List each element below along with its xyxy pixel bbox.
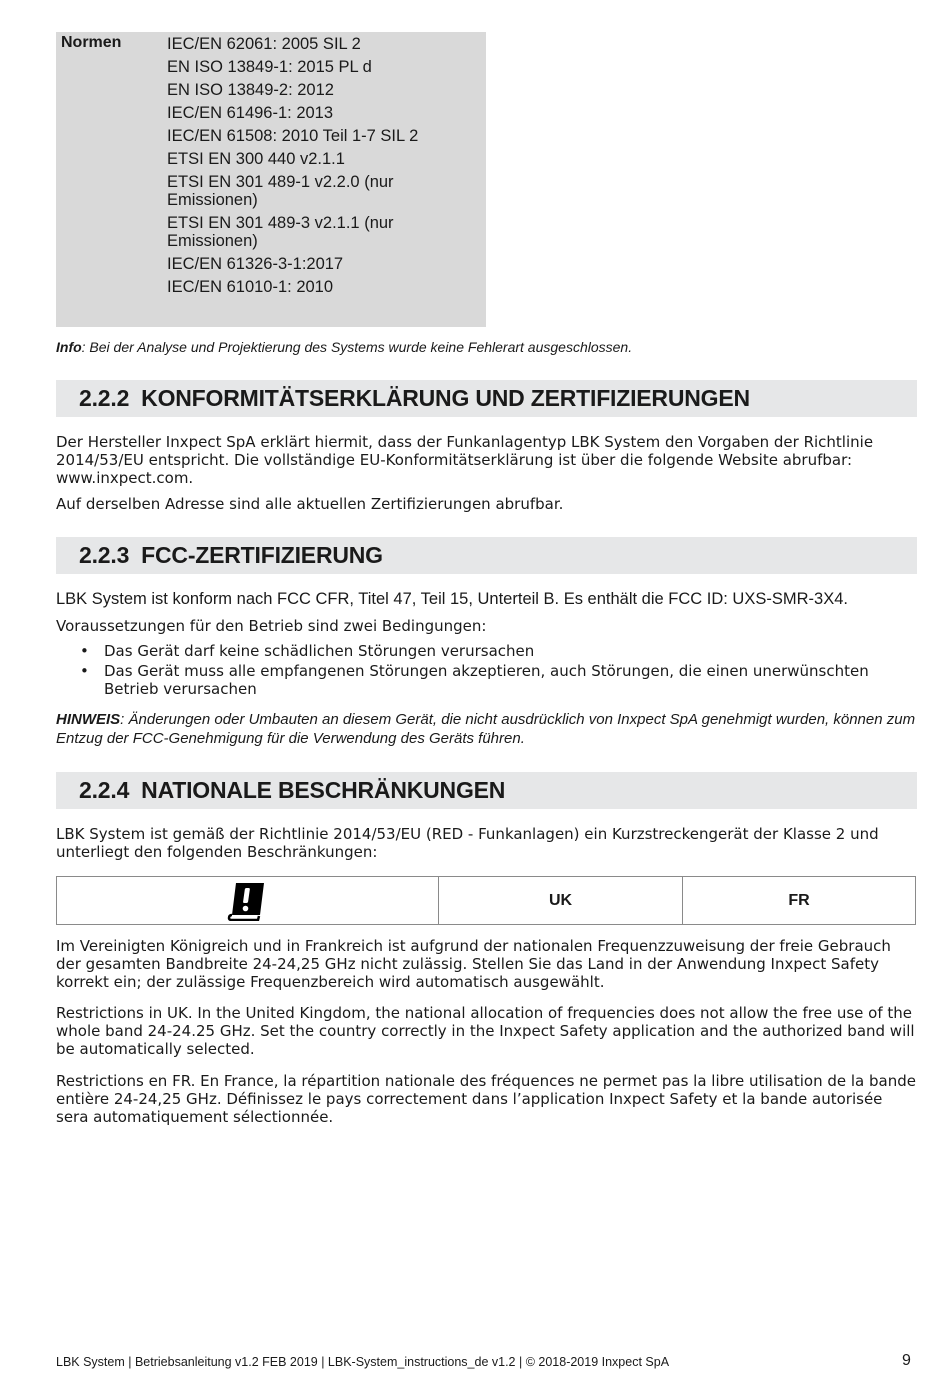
footer-text: LBK System | Betriebsanleitung v1.2 FEB 2019 | LBK-System_instructions_de v1.2 | © 2018-2019 Inxpect SpA [56,1355,670,1369]
norm-item: ETSI EN 301 489-3 v2.1.1 (nur Emissionen) [167,214,394,250]
section-heading-2-2-2 [56,380,917,417]
page-number: 9 [902,1352,911,1369]
paragraph: Restrictions en FR. En France, la répartition nationale des fréquences ne permet pas la libre utilisation de la bande entière 24-24,25 GHz. Définissez le pays correctement dans l’application Inxpect Safety et la bande autorisée sera automatiquement sélectionnée. [56,1072,916,1126]
section-number: 2.2.4 [79,777,130,803]
section-number: 2.2.3 [79,542,130,568]
norm-item: IEC/EN 62061: 2005 SIL 2 [167,35,361,53]
paragraph: Voraussetzungen für den Betrieb sind zwei Bedingungen: [56,617,487,635]
section-title: FCC-ZERTIFIZIERUNG [141,542,383,568]
paragraph: Auf derselben Adresse sind alle aktuellen Zertifizierungen abrufbar. [56,495,564,513]
table-cell-fr: FR [682,877,915,924]
norm-item: EN ISO 13849-1: 2015 PL d [167,58,372,76]
norms-table [56,32,486,327]
paragraph: LBK System ist konform nach FCC CFR, Titel 47, Teil 15, Unterteil B. Es enthält die FCC ID: UXS-SMR-3X4. [56,590,848,608]
norm-item: ETSI EN 301 489-1 v2.2.0 (nur Emissionen) [167,173,394,209]
list-item: • Das Gerät muss alle empfangenen Störungen akzeptieren, auch Störungen, die einen unerwünschten Betrieb verursachen [80,662,918,698]
section-title: NATIONALE BESCHRÄNKUNGEN [141,777,506,803]
list-item: • Das Gerät darf keine schädlichen Störungen verursachen [80,642,918,660]
bullet-list [80,642,918,700]
norm-item: EN ISO 13849-2: 2012 [167,81,334,99]
section-heading-2-2-3 [56,537,917,574]
restrictions-table [56,876,916,925]
paragraph: Der Hersteller Inxpect SpA erklärt hiermit, dass der Funkanlagentyp LBK System den Vorgaben der Richtlinie 2014/53/EU entspricht. Die vollständige EU-Konformitätserklärung ist über die folgende Website abrufbar: www.inxpect.com. [56,433,874,487]
paragraph: Restrictions in UK. In the United Kingdom, the national allocation of frequencies does not allow the free use of the whole band 24-24.25 GHz. Set the country correctly in the Inxpect Safety application and the authorized band will be automatically selected. [56,1004,915,1058]
norm-item: IEC/EN 61010-1: 2010 [167,278,334,296]
note-label: HINWEIS [56,711,121,728]
norm-item: IEC/EN 61496-1: 2013 [167,104,334,122]
norm-item: ETSI EN 300 440 v2.1.1 [167,150,345,168]
info-note [56,339,632,355]
norm-item: IEC/EN 61508: 2010 Teil 1-7 SIL 2 [167,127,419,145]
table-cell-uk: UK [438,877,682,924]
note-text: : Änderungen oder Umbauten an diesem Gerät, die nicht ausdrücklich von Inxpect SpA genehmigt wurden, können zum Entzug der FCC-Genehmigung für die Verwendung des Geräts führen. [56,711,916,747]
section-number: 2.2.2 [79,385,130,411]
section-heading-2-2-4 [56,772,917,809]
norm-item: IEC/EN 61326-3-1:2017 [167,255,344,273]
paragraph: Im Vereinigten Königreich und in Frankreich ist aufgrund der nationalen Frequenzzuweisung der freie Gebrauch der gesamten Bandbreite 24-24,25 GHz nicht zulässig. Stellen Sie das Land in der Anwendung Inxpect Safety korrekt ein; der zulässige Frequenzbereich wird automatisch ausgewählt. [56,937,891,991]
paragraph: LBK System ist gemäß der Richtlinie 2014/53/EU (RED - Funkanlagen) ein Kurzstreckengerät der Klasse 2 und unterliegt den folgenden Beschränkungen: [56,825,879,861]
norms-label: Normen [61,34,122,51]
info-label: Info [56,339,82,355]
table-icon-cell [57,877,438,924]
fcc-note [56,711,918,748]
manual-warning-icon [226,881,270,921]
section-title: KONFORMITÄTSERKLÄRUNG UND ZERTIFIZIERUNGEN [141,385,750,411]
norms-list [167,32,477,301]
info-text: : Bei der Analyse und Projektierung des Systems wurde keine Fehlerart ausgeschlossen. [81,339,633,355]
